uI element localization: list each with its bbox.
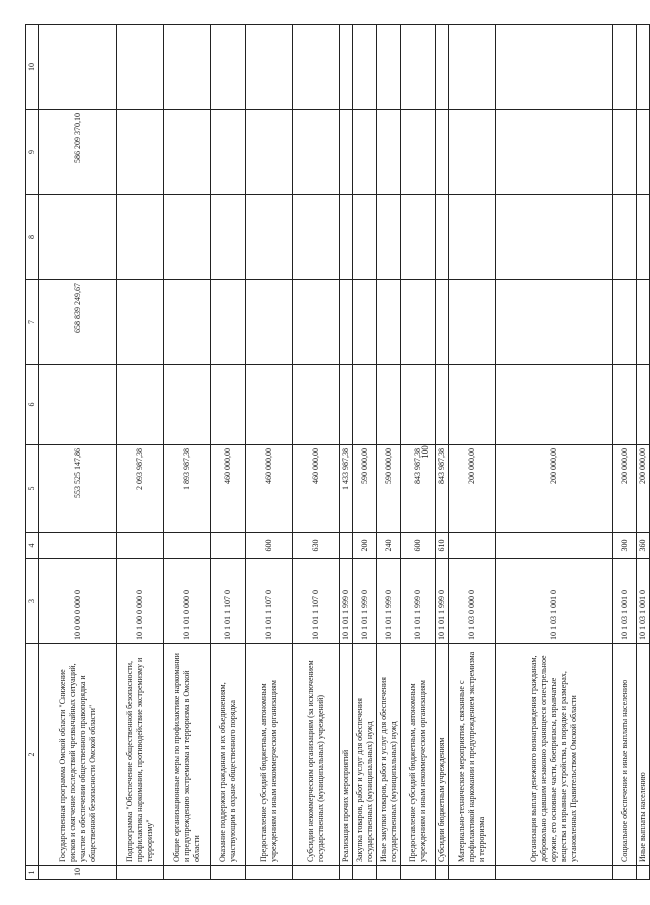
name-cell: Общие организационные меры по профилактике наркомании и предупреждению экстремизма и терроризма в Омской области — [164, 644, 211, 866]
col6-cell — [164, 365, 211, 445]
amount-cell — [613, 110, 637, 195]
rank-cell — [401, 866, 436, 880]
rank-cell — [613, 866, 637, 880]
name-cell: Организация выплат денежного вознаграждения гражданам, добровольно сдавшим незаконно хранящееся огнестрельное оружие, его основные части, боеприпасы, взрывчатые вещества и взрывные устройства, в порядке и размерах, установленных Правительством Омской области — [496, 644, 613, 866]
code-cell: 10 1 01 1 107 0 — [246, 559, 293, 644]
col6-cell — [637, 365, 650, 445]
amount-cell: 460 000,00 — [293, 445, 340, 533]
name-cell: Социальное обеспечение и иные выплаты населению — [613, 644, 637, 866]
code-cell: 10 1 01 1 107 0 — [211, 559, 246, 644]
header-cell: 7 — [26, 280, 39, 365]
col10-cell — [449, 25, 496, 110]
col10-cell — [613, 25, 637, 110]
col8-cell — [117, 195, 164, 280]
name-cell: Закупка товаров, работ и услуг для обеспечения государственных (муниципальных) нужд — [353, 644, 377, 866]
col6-cell — [340, 365, 353, 445]
type-cell — [117, 533, 164, 559]
code-cell: 10 1 03 1 001 0 — [637, 559, 650, 644]
amount-cell: 843 987,38 — [436, 445, 449, 533]
rank-cell — [246, 866, 293, 880]
type-cell: 600 — [246, 533, 293, 559]
header-row — [26, 25, 39, 880]
amount-cell: 200 000,00 — [496, 445, 613, 533]
code-cell: 10 0 00 0 000 0 — [39, 559, 117, 644]
name-cell: Субсидии некоммерческим организациям (за исключением государственных (муниципальных) учреждений) — [293, 644, 340, 866]
col6-cell — [117, 365, 164, 445]
amount-cell — [436, 110, 449, 195]
rank-cell — [117, 866, 164, 880]
amount-cell — [637, 110, 650, 195]
name-cell: Иные закупки товаров, работ и услуг для обеспечения государственных (муниципальных) нужд — [377, 644, 401, 866]
code-cell: 10 1 00 0 000 0 — [117, 559, 164, 644]
col8-cell — [211, 195, 246, 280]
amount-cell: 843 987,38 — [401, 445, 436, 533]
col6-cell — [293, 365, 340, 445]
col6-cell — [449, 365, 496, 445]
col6-cell — [211, 365, 246, 445]
name-cell: Государственная программа Омской области "Снижение рисков и смягчение последствий чрезвычайных ситуаций, участие в обеспечении общественного правопорядка и общественной безопасности Омской области" — [39, 644, 117, 866]
name-cell: Предоставление субсидий бюджетным, автономным учреждениям и иным некоммерческим организациям — [401, 644, 436, 866]
amount-cell — [211, 280, 246, 365]
amount-cell: 590 000,00 — [377, 445, 401, 533]
type-cell — [39, 533, 117, 559]
code-cell: 10 1 01 1 999 0 — [401, 559, 436, 644]
type-cell: 630 — [293, 533, 340, 559]
table-row — [340, 25, 353, 880]
table-row — [353, 25, 377, 880]
code-cell: 10 1 01 1 999 0 — [340, 559, 353, 644]
page-number: 100 — [420, 445, 430, 459]
amount-cell — [340, 110, 353, 195]
type-cell: 300 — [613, 533, 637, 559]
code-cell: 10 1 03 1 001 0 — [613, 559, 637, 644]
amount-cell — [211, 110, 246, 195]
col6-cell — [496, 365, 613, 445]
col10-cell — [436, 25, 449, 110]
amount-cell: 586 209 370,10 — [39, 110, 117, 195]
amount-cell: 460 000,00 — [246, 445, 293, 533]
col10-cell — [246, 25, 293, 110]
table-row — [211, 25, 246, 880]
col6-cell — [39, 365, 117, 445]
code-cell: 10 1 03 0 000 0 — [449, 559, 496, 644]
rank-cell: 10 — [39, 866, 117, 880]
amount-cell — [449, 280, 496, 365]
amount-cell — [401, 280, 436, 365]
col8-cell — [436, 195, 449, 280]
col6-cell — [246, 365, 293, 445]
amount-cell — [353, 110, 377, 195]
table-row — [449, 25, 496, 880]
col6-cell — [436, 365, 449, 445]
code-cell: 10 1 01 1 999 0 — [377, 559, 401, 644]
amount-cell: 2 093 987,38 — [117, 445, 164, 533]
code-cell: 10 1 01 1 107 0 — [293, 559, 340, 644]
amount-cell — [377, 110, 401, 195]
amount-cell — [637, 280, 650, 365]
rank-cell — [377, 866, 401, 880]
header-cell: 9 — [26, 110, 39, 195]
amount-cell — [164, 280, 211, 365]
col8-cell — [496, 195, 613, 280]
name-cell: Оказание поддержки гражданам и их объединениям, участвующим в охране общественного порядка — [211, 644, 246, 866]
col8-cell — [293, 195, 340, 280]
name-cell: Материально-технические мероприятия, связанные с профилактикой наркомании и предупреждением экстремизма и терроризма — [449, 644, 496, 866]
header-cell: 4 — [26, 533, 39, 559]
amount-cell — [293, 110, 340, 195]
amount-cell — [436, 280, 449, 365]
rank-cell — [293, 866, 340, 880]
amount-cell — [496, 280, 613, 365]
table-row — [293, 25, 340, 880]
col10-cell — [401, 25, 436, 110]
col8-cell — [613, 195, 637, 280]
rank-cell — [436, 866, 449, 880]
amount-cell — [401, 110, 436, 195]
col8-cell — [449, 195, 496, 280]
type-cell — [164, 533, 211, 559]
amount-cell — [117, 110, 164, 195]
header-cell: 6 — [26, 365, 39, 445]
col8-cell — [377, 195, 401, 280]
rank-cell — [211, 866, 246, 880]
amount-cell: 200 000,00 — [637, 445, 650, 533]
code-cell: 10 1 01 1 999 0 — [436, 559, 449, 644]
col10-cell — [211, 25, 246, 110]
type-cell: 240 — [377, 533, 401, 559]
amount-cell — [613, 280, 637, 365]
col10-cell — [637, 25, 650, 110]
table-row — [401, 25, 436, 880]
table-row — [377, 25, 401, 880]
col6-cell — [353, 365, 377, 445]
rank-cell — [496, 866, 613, 880]
type-cell: 360 — [637, 533, 650, 559]
type-cell — [449, 533, 496, 559]
type-cell — [496, 533, 613, 559]
table-row — [613, 25, 637, 880]
rank-cell — [164, 866, 211, 880]
amount-cell — [377, 280, 401, 365]
amount-cell — [164, 110, 211, 195]
col8-cell — [353, 195, 377, 280]
code-cell: 10 1 01 1 999 0 — [353, 559, 377, 644]
amount-cell: 590 000,00 — [353, 445, 377, 533]
col6-cell — [377, 365, 401, 445]
col8-cell — [401, 195, 436, 280]
table-row — [637, 25, 650, 880]
type-cell: 600 — [401, 533, 436, 559]
name-cell: Предоставление субсидий бюджетным, автономным учреждениям и иным некоммерческим организациям — [246, 644, 293, 866]
col10-cell — [164, 25, 211, 110]
amount-cell — [353, 280, 377, 365]
table-row — [436, 25, 449, 880]
header-cell: 1 — [26, 866, 39, 880]
table-row — [117, 25, 164, 880]
budget-table — [25, 24, 650, 880]
rank-cell — [340, 866, 353, 880]
type-cell: 610 — [436, 533, 449, 559]
amount-cell — [293, 280, 340, 365]
amount-cell: 460 000,00 — [211, 445, 246, 533]
col8-cell — [164, 195, 211, 280]
rank-cell — [449, 866, 496, 880]
col6-cell — [401, 365, 436, 445]
name-cell: Иные выплаты населению — [637, 644, 650, 866]
amount-cell: 200 000,00 — [449, 445, 496, 533]
header-cell: 5 — [26, 445, 39, 533]
amount-cell — [117, 280, 164, 365]
table-row — [246, 25, 293, 880]
amount-cell: 658 839 249,67 — [39, 280, 117, 365]
header-cell: 8 — [26, 195, 39, 280]
col10-cell — [353, 25, 377, 110]
name-cell: Субсидии бюджетным учреждениям — [436, 644, 449, 866]
amount-cell — [449, 110, 496, 195]
col6-cell — [613, 365, 637, 445]
rank-cell — [637, 866, 650, 880]
type-cell — [211, 533, 246, 559]
amount-cell: 1 893 987,38 — [164, 445, 211, 533]
amount-cell: 200 000,00 — [613, 445, 637, 533]
code-cell: 10 1 01 0 000 0 — [164, 559, 211, 644]
header-cell: 3 — [26, 559, 39, 644]
table-row — [164, 25, 211, 880]
amount-cell: 1 433 987,38 — [340, 445, 353, 533]
col10-cell — [117, 25, 164, 110]
col8-cell — [39, 195, 117, 280]
col8-cell — [340, 195, 353, 280]
col10-cell — [496, 25, 613, 110]
amount-cell — [496, 110, 613, 195]
header-cell: 10 — [26, 25, 39, 110]
name-cell: Реализация прочих мероприятий — [340, 644, 353, 866]
col10-cell — [293, 25, 340, 110]
type-cell — [340, 533, 353, 559]
table-row — [39, 25, 117, 880]
amount-cell — [246, 110, 293, 195]
rank-cell — [353, 866, 377, 880]
col10-cell — [39, 25, 117, 110]
rotated-page — [25, 25, 647, 880]
type-cell: 200 — [353, 533, 377, 559]
col10-cell — [377, 25, 401, 110]
col10-cell — [340, 25, 353, 110]
col8-cell — [637, 195, 650, 280]
code-cell: 10 1 03 1 001 0 — [496, 559, 613, 644]
table-row — [496, 25, 613, 880]
amount-cell: 553 525 147,86 — [39, 445, 117, 533]
col8-cell — [246, 195, 293, 280]
amount-cell — [246, 280, 293, 365]
header-cell: 2 — [26, 644, 39, 866]
name-cell: Подпрограмма "Обеспечение общественной безопасности, профилактика наркомании, противодействие экстремизму и терроризму" — [117, 644, 164, 866]
amount-cell — [340, 280, 353, 365]
